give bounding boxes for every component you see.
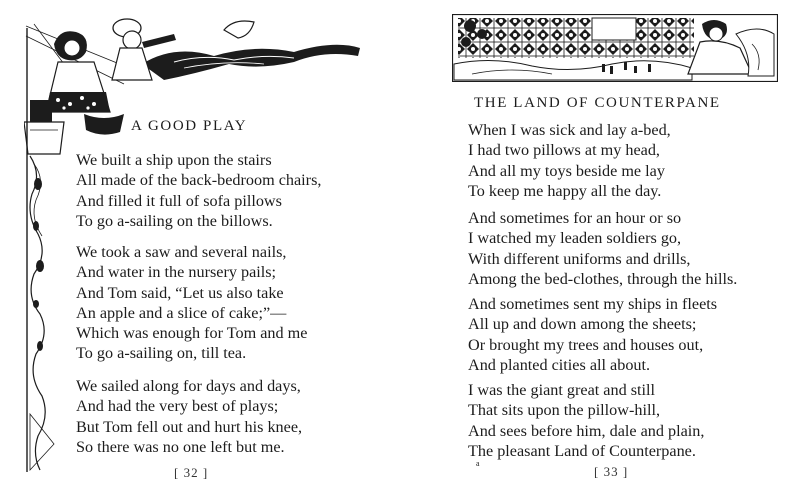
stanza — [76, 242, 307, 364]
poem-line: We sailed along for days and days, — [76, 377, 301, 395]
poem-title: THE LAND OF COUNTERPANE — [474, 95, 721, 111]
poem-line: And sometimes sent my ships in fleets — [468, 295, 718, 313]
poem-line: So there was no one left but me. — [76, 437, 285, 456]
stanza — [76, 150, 321, 231]
right-page — [402, 0, 804, 498]
poem-line: And Tom said, “Let us also take — [76, 283, 284, 302]
poem-line: The pleasant Land of Counterpane. — [468, 441, 696, 460]
poem-line: We built a ship upon the stairs — [76, 151, 272, 169]
poem-line: I had two pillows at my head, — [468, 141, 660, 160]
poem-line: An apple and a slice of cake;”— — [76, 303, 287, 322]
poem-line: I was the giant great and still — [468, 381, 656, 399]
poem-line: And sometimes for an hour or so — [468, 209, 682, 227]
poem-line: And planted cities all about. — [468, 355, 651, 374]
poem-line: I watched my leaden soldiers go, — [468, 229, 682, 248]
stanza — [468, 120, 671, 201]
poem-line: Which was enough for Tom and me — [76, 324, 308, 343]
poem-line: And had the very best of plays; — [76, 397, 279, 416]
poem-line: And sees before him, dale and plain, — [468, 421, 705, 440]
poem-title: A GOOD PLAY — [131, 118, 248, 134]
stanza — [468, 380, 704, 461]
stanza — [468, 208, 737, 289]
poem-line: To go a-sailing on, till tea. — [76, 344, 247, 363]
poem-line: Among the bed-clothes, through the hills. — [468, 269, 738, 288]
child-in-bed-counterpane-illustration-icon — [452, 14, 778, 82]
poem-line: All up and down among the sheets; — [468, 315, 697, 334]
stanza — [76, 376, 302, 457]
page-number: [ 32 ] — [174, 465, 209, 480]
stanza — [468, 294, 717, 375]
poem-line: And filled it full of sofa pillows — [76, 191, 282, 210]
poem-line: That sits upon the pillow-hill, — [468, 401, 660, 420]
poem-line: And water in the nursery pails; — [76, 263, 277, 282]
poem-line: To go a-sailing on the billows. — [76, 211, 273, 230]
signature-mark: a — [476, 459, 480, 468]
poem-line: And all my toys beside me lay — [468, 161, 665, 180]
poem-line: To keep me happy all the day. — [468, 181, 662, 200]
poem-line: When I was sick and lay a-bed, — [468, 121, 671, 139]
poem-line: All made of the back-bedroom chairs, — [76, 171, 322, 190]
poem-line: Or brought my trees and houses out, — [468, 335, 704, 354]
poem-line: With different uniforms and drills, — [468, 249, 691, 268]
page-number: [ 33 ] — [594, 464, 629, 479]
poem-line: We took a saw and several nails, — [76, 243, 287, 261]
poem-line: But Tom fell out and hurt his knee, — [76, 417, 303, 436]
